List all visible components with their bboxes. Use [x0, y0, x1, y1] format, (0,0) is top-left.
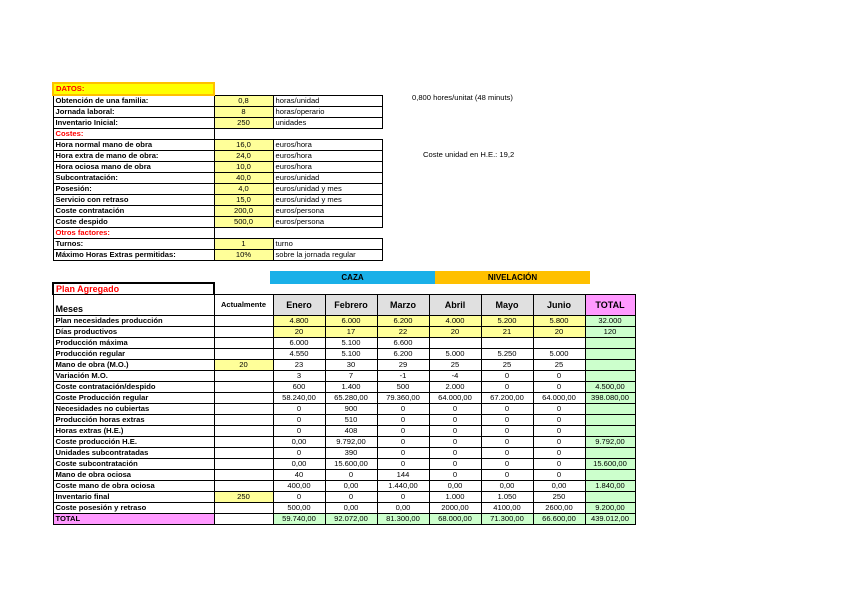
plan-cell[interactable]: 408	[325, 426, 377, 437]
datos-row	[53, 95, 382, 107]
plan-cell[interactable]: 0	[481, 371, 533, 382]
plan-row-label[interactable]: Mano de obra (M.O.)	[53, 360, 214, 371]
plan-cell[interactable]	[214, 404, 273, 415]
plan-cell[interactable]: 1.840,00	[585, 481, 635, 492]
column-header-total[interactable]: TOTAL	[585, 295, 635, 316]
plan-row	[53, 404, 635, 415]
column-header-febrero[interactable]: Febrero	[325, 295, 377, 316]
plan-cell[interactable]: 5.200	[481, 316, 533, 327]
plan-cell[interactable]	[214, 426, 273, 437]
plan-cell[interactable]	[214, 437, 273, 448]
column-header-actualmente[interactable]: Actualmente	[214, 295, 273, 316]
param-unit[interactable]: unidades	[273, 118, 382, 129]
plan-cell[interactable]: 0	[377, 415, 429, 426]
param-value[interactable]: 24,0	[214, 151, 273, 162]
param-label[interactable]: Hora extra de mano de obra:	[53, 151, 214, 162]
param-value[interactable]: 40,0	[214, 173, 273, 184]
plan-cell[interactable]: 0	[533, 437, 585, 448]
plan-row-label[interactable]: Variación M.O.	[53, 371, 214, 382]
costes-row	[53, 173, 382, 184]
plan-cell[interactable]: 6.200	[377, 316, 429, 327]
plan-cell[interactable]	[533, 338, 585, 349]
plan-row-label[interactable]: Unidades subcontratadas	[53, 448, 214, 459]
plan-cell[interactable]: 0	[481, 404, 533, 415]
otros-header-label[interactable]: Otros factores:	[53, 228, 214, 239]
plan-cell[interactable]: 390	[325, 448, 377, 459]
param-unit[interactable]: horas/unidad	[273, 95, 382, 107]
plan-cell[interactable]	[214, 393, 273, 404]
plan-cell[interactable]: 6.600	[377, 338, 429, 349]
plan-cell[interactable]: 64.000,00	[533, 393, 585, 404]
plan-cell[interactable]: 17	[325, 327, 377, 338]
datos-row	[53, 118, 382, 129]
plan-cell[interactable]: 510	[325, 415, 377, 426]
plan-row-label[interactable]: Días productivos	[53, 327, 214, 338]
param-unit[interactable]: euros/hora	[273, 151, 382, 162]
plan-row	[53, 437, 635, 448]
param-unit[interactable]: turno	[273, 239, 382, 250]
plan-cell[interactable]: 0,00	[325, 503, 377, 514]
param-label[interactable]: Hora ociosa mano de obra	[53, 162, 214, 173]
plan-cell[interactable]: 0	[481, 426, 533, 437]
plan-cell[interactable]: 0	[377, 492, 429, 503]
plan-cell[interactable]	[214, 448, 273, 459]
plan-cell[interactable]	[214, 470, 273, 481]
plan-cell[interactable]: 0,00	[377, 503, 429, 514]
plan-cell[interactable]: 120	[585, 327, 635, 338]
plan-cell[interactable]: 6.200	[377, 349, 429, 360]
plan-cell[interactable]: 0	[429, 415, 481, 426]
plan-row	[53, 481, 635, 492]
plan-cell[interactable]	[585, 404, 635, 415]
plan-row	[53, 360, 635, 371]
plan-row-label[interactable]: Inventario final	[53, 492, 214, 503]
plan-cell[interactable]: 0,00	[325, 481, 377, 492]
plan-cell[interactable]: 2600,00	[533, 503, 585, 514]
param-value[interactable]: 10%	[214, 250, 273, 261]
plan-cell[interactable]: 22	[377, 327, 429, 338]
plan-cell[interactable]: 0	[429, 404, 481, 415]
plan-cell[interactable]: 29	[377, 360, 429, 371]
plan-cell[interactable]: 25	[533, 360, 585, 371]
plan-cell[interactable]: 0	[533, 404, 585, 415]
plan-cell[interactable]: 20	[533, 327, 585, 338]
costes-header-label[interactable]: Costes:	[53, 129, 214, 140]
plan-cell[interactable]: 65.280,00	[325, 393, 377, 404]
plan-cell[interactable]: 67.200,00	[481, 393, 533, 404]
plan-cell[interactable]: 23	[273, 360, 325, 371]
plan-cell[interactable]	[214, 316, 273, 327]
plan-cell[interactable]: 0	[533, 382, 585, 393]
plan-cell[interactable]	[585, 349, 635, 360]
param-label[interactable]: Jornada laboral:	[53, 107, 214, 118]
otros-header	[53, 228, 382, 239]
blank-cell[interactable]	[214, 228, 382, 239]
param-unit[interactable]: euros/hora	[273, 140, 382, 151]
plan-cell[interactable]: 144	[377, 470, 429, 481]
param-label[interactable]: Posesión:	[53, 184, 214, 195]
plan-cell[interactable]: 398.080,00	[585, 393, 635, 404]
plan-cell[interactable]: 2000,00	[429, 503, 481, 514]
plan-cell[interactable]: 0,00	[273, 437, 325, 448]
plan-cell[interactable]: 5.000	[429, 349, 481, 360]
plan-cell[interactable]	[585, 360, 635, 371]
param-value[interactable]: 200,0	[214, 206, 273, 217]
plan-row-label[interactable]: Producción horas extras	[53, 415, 214, 426]
plan-cell[interactable]: 0	[481, 415, 533, 426]
plan-cell[interactable]: 66.600,00	[533, 514, 585, 525]
param-value[interactable]: 15,0	[214, 195, 273, 206]
plan-cell[interactable]: 500,00	[273, 503, 325, 514]
plan-cell[interactable]	[214, 371, 273, 382]
plan-cell[interactable]: 0	[325, 470, 377, 481]
plan-cell[interactable]	[214, 503, 273, 514]
plan-cell[interactable]: 0,00	[429, 481, 481, 492]
plan-cell[interactable]	[585, 448, 635, 459]
param-unit[interactable]: sobre la jornada regular	[273, 250, 382, 261]
plan-cell[interactable]: 0	[377, 459, 429, 470]
plan-cell[interactable]: -4	[429, 371, 481, 382]
plan-cell[interactable]: 64.000,00	[429, 393, 481, 404]
plan-cell[interactable]: 0	[325, 492, 377, 503]
plan-cell[interactable]: 2.000	[429, 382, 481, 393]
plan-row	[53, 503, 635, 514]
plan-row	[53, 492, 635, 503]
plan-row	[53, 371, 635, 382]
plan-row	[53, 426, 635, 437]
plan-cell[interactable]: 5.100	[325, 349, 377, 360]
plan-row	[53, 459, 635, 470]
param-label[interactable]: Coste contratación	[53, 206, 214, 217]
plan-row	[53, 514, 635, 525]
plan-cell[interactable]: 58.240,00	[273, 393, 325, 404]
plan-cell[interactable]: 5.100	[325, 338, 377, 349]
plan-row-label[interactable]: Mano de obra ociosa	[53, 470, 214, 481]
plan-cell[interactable]: 0,00	[481, 481, 533, 492]
plan-cell[interactable]	[481, 338, 533, 349]
blank-cell[interactable]	[214, 283, 635, 295]
plan-cell[interactable]: 5.800	[533, 316, 585, 327]
plan-cell[interactable]: 0	[273, 426, 325, 437]
plan-cell[interactable]: 0	[377, 448, 429, 459]
param-value[interactable]: 0,8	[214, 95, 273, 107]
plan-cell[interactable]	[429, 338, 481, 349]
plan-cell[interactable]: 20	[273, 327, 325, 338]
plan-row-label[interactable]: Coste producción H.E.	[53, 437, 214, 448]
param-value[interactable]: 500,0	[214, 217, 273, 228]
plan-cell[interactable]: 6.000	[325, 316, 377, 327]
param-value[interactable]: 4,0	[214, 184, 273, 195]
plan-cell[interactable]: 0	[429, 426, 481, 437]
param-unit[interactable]: euros/hora	[273, 162, 382, 173]
costes-row	[53, 206, 382, 217]
column-header-marzo[interactable]: Marzo	[377, 295, 429, 316]
plan-cell[interactable]: 25	[429, 360, 481, 371]
plan-cell[interactable]: 71.300,00	[481, 514, 533, 525]
plan-row-label[interactable]: Horas extras (H.E.)	[53, 426, 214, 437]
plan-cell[interactable]	[214, 514, 273, 525]
plan-cell[interactable]	[214, 459, 273, 470]
plan-cell[interactable]: 1.000	[429, 492, 481, 503]
plan-cell[interactable]: 0	[533, 371, 585, 382]
column-header-enero[interactable]: Enero	[273, 295, 325, 316]
plan-cell[interactable]: 3	[273, 371, 325, 382]
plan-cell[interactable]: 400,00	[273, 481, 325, 492]
param-value[interactable]: 10,0	[214, 162, 273, 173]
plan-cell[interactable]: 5.000	[533, 349, 585, 360]
column-header-mayo[interactable]: Mayo	[481, 295, 533, 316]
costes-header	[53, 129, 382, 140]
param-label[interactable]: Turnos:	[53, 239, 214, 250]
plan-cell[interactable]	[585, 415, 635, 426]
param-unit[interactable]: euros/unidad	[273, 173, 382, 184]
plan-cell[interactable]: 500	[377, 382, 429, 393]
plan-cell[interactable]: 30	[325, 360, 377, 371]
plan-row-label[interactable]: Coste Producción regular	[53, 393, 214, 404]
plan-cell[interactable]: 4100,00	[481, 503, 533, 514]
plan-row-label[interactable]: Coste mano de obra ociosa	[53, 481, 214, 492]
datos-header	[53, 83, 382, 95]
plan-cell[interactable]	[214, 481, 273, 492]
otros-row	[53, 239, 382, 250]
plan-cell[interactable]	[214, 327, 273, 338]
column-header-junio[interactable]: Junio	[533, 295, 585, 316]
plan-cell[interactable]: 0	[481, 437, 533, 448]
plan-cell[interactable]: 7	[325, 371, 377, 382]
plan-row-label[interactable]: Coste posesión y retraso	[53, 503, 214, 514]
param-unit[interactable]: euros/unidad y mes	[273, 195, 382, 206]
plan-agregado-table	[52, 282, 636, 525]
plan-cell[interactable]: 0	[377, 404, 429, 415]
plan-cell[interactable]: 59.740,00	[273, 514, 325, 525]
plan-cell[interactable]: 0,00	[273, 459, 325, 470]
plan-cell[interactable]: 0	[429, 470, 481, 481]
meses-header[interactable]: Meses	[53, 295, 214, 316]
otros-row	[53, 250, 382, 261]
plan-cell[interactable]: 0	[273, 404, 325, 415]
caza-band: CAZA	[270, 271, 435, 284]
plan-row-label[interactable]: Producción máxima	[53, 338, 214, 349]
plan-cell[interactable]: 0	[429, 448, 481, 459]
plan-cell[interactable]	[214, 349, 273, 360]
plan-cell[interactable]: 0	[481, 459, 533, 470]
plan-cell[interactable]	[214, 415, 273, 426]
param-label[interactable]: Hora normal mano de obra	[53, 140, 214, 151]
plan-row-label[interactable]: Coste subcontratación	[53, 459, 214, 470]
cost-note: Coste unidad en H.E.: 19,2	[423, 150, 515, 159]
param-label[interactable]: Subcontratación:	[53, 173, 214, 184]
plan-cell[interactable]: 0	[377, 426, 429, 437]
plan-cell[interactable]: 439.012,00	[585, 514, 635, 525]
plan-cell[interactable]: 0	[533, 415, 585, 426]
plan-row	[53, 349, 635, 360]
plan-cell[interactable]: 0	[273, 448, 325, 459]
column-header-abril[interactable]: Abril	[429, 295, 481, 316]
plan-cell[interactable]: 250	[214, 492, 273, 503]
plan-row	[53, 393, 635, 404]
param-label[interactable]: Inventario Inicial:	[53, 118, 214, 129]
param-label[interactable]: Coste despido	[53, 217, 214, 228]
plan-row	[53, 470, 635, 481]
plan-cell[interactable]: 6.000	[273, 338, 325, 349]
plan-cell[interactable]: 600	[273, 382, 325, 393]
plan-cell[interactable]: 0	[533, 426, 585, 437]
plan-cell[interactable]	[585, 338, 635, 349]
plan-cell[interactable]: 20	[214, 360, 273, 371]
plan-cell[interactable]: 21	[481, 327, 533, 338]
param-value[interactable]: 8	[214, 107, 273, 118]
plan-row-label[interactable]: Coste contratación/despido	[53, 382, 214, 393]
plan-row	[53, 316, 635, 327]
plan-cell[interactable]: 92.072,00	[325, 514, 377, 525]
plan-cell[interactable]: 0	[273, 492, 325, 503]
plan-cell[interactable]: -1	[377, 371, 429, 382]
plan-cell[interactable]: 250	[533, 492, 585, 503]
plan-cell[interactable]: 25	[481, 360, 533, 371]
param-unit[interactable]: euros/unidad y mes	[273, 184, 382, 195]
plan-cell[interactable]: 81.300,00	[377, 514, 429, 525]
costes-row	[53, 184, 382, 195]
plan-cell[interactable]: 9.792,00	[585, 437, 635, 448]
plan-title[interactable]: Plan Agregado	[53, 283, 214, 295]
plan-header-row	[53, 295, 635, 316]
plan-cell[interactable]: 0,00	[533, 481, 585, 492]
plan-cell[interactable]: 0	[533, 448, 585, 459]
datos-header-label[interactable]: DATOS:	[53, 83, 214, 95]
plan-cell[interactable]: 4.550	[273, 349, 325, 360]
plan-cell[interactable]: 0	[481, 470, 533, 481]
plan-cell[interactable]: 0	[273, 415, 325, 426]
plan-row	[53, 448, 635, 459]
plan-title-row	[53, 283, 635, 295]
param-label[interactable]: Servicio con retraso	[53, 195, 214, 206]
plan-row	[53, 327, 635, 338]
plan-cell[interactable]: 0	[429, 437, 481, 448]
costes-row	[53, 195, 382, 206]
blank-cell[interactable]	[214, 83, 382, 95]
param-label[interactable]: Máximo Horas Extras permitidas:	[53, 250, 214, 261]
plan-cell[interactable]: 1.050	[481, 492, 533, 503]
plan-cell[interactable]: 0	[533, 470, 585, 481]
plan-row-label[interactable]: Necesidades no cubiertas	[53, 404, 214, 415]
plan-cell[interactable]: 0	[533, 459, 585, 470]
plan-cell[interactable]: 4.000	[429, 316, 481, 327]
plan-cell[interactable]: 1.440,00	[377, 481, 429, 492]
plan-cell[interactable]: 4.800	[273, 316, 325, 327]
plan-row	[53, 415, 635, 426]
plan-cell[interactable]: 900	[325, 404, 377, 415]
plan-cell[interactable]: 15.600,00	[585, 459, 635, 470]
plan-cell[interactable]: 79.360,00	[377, 393, 429, 404]
costes-row	[53, 140, 382, 151]
hours-note: 0,800 hores/unitat (48 minuts)	[412, 93, 513, 102]
datos-row	[53, 107, 382, 118]
plan-cell[interactable]: 15.600,00	[325, 459, 377, 470]
plan-row-label[interactable]: Producción regular	[53, 349, 214, 360]
plan-cell[interactable]	[214, 382, 273, 393]
plan-cell[interactable]	[585, 470, 635, 481]
blank-cell[interactable]	[214, 129, 382, 140]
plan-row	[53, 382, 635, 393]
plan-cell[interactable]	[585, 492, 635, 503]
param-value[interactable]: 1	[214, 239, 273, 250]
plan-cell[interactable]: 9.200,00	[585, 503, 635, 514]
plan-cell[interactable]: 0	[377, 437, 429, 448]
plan-cell[interactable]: 20	[429, 327, 481, 338]
plan-cell[interactable]	[585, 426, 635, 437]
plan-cell[interactable]: 4.500,00	[585, 382, 635, 393]
param-unit[interactable]: horas/operario	[273, 107, 382, 118]
costes-row	[53, 217, 382, 228]
plan-row-label[interactable]: Plan necesidades producción	[53, 316, 214, 327]
param-value[interactable]: 16,0	[214, 140, 273, 151]
plan-cell[interactable]	[585, 371, 635, 382]
param-label[interactable]: Obtención de una familia:	[53, 95, 214, 107]
plan-row-label[interactable]: TOTAL	[53, 514, 214, 525]
plan-cell[interactable]: 5.250	[481, 349, 533, 360]
plan-cell[interactable]: 68.000,00	[429, 514, 481, 525]
param-value[interactable]: 250	[214, 118, 273, 129]
param-unit[interactable]: euros/persona	[273, 217, 382, 228]
plan-cell[interactable]: 32.000	[585, 316, 635, 327]
plan-cell[interactable]: 0	[481, 382, 533, 393]
datos-table	[52, 82, 383, 261]
plan-cell[interactable]: 9.792,00	[325, 437, 377, 448]
plan-cell[interactable]: 40	[273, 470, 325, 481]
costes-row	[53, 151, 382, 162]
plan-row	[53, 338, 635, 349]
plan-cell[interactable]	[214, 338, 273, 349]
plan-cell[interactable]: 1.400	[325, 382, 377, 393]
costes-row	[53, 162, 382, 173]
param-unit[interactable]: euros/persona	[273, 206, 382, 217]
plan-cell[interactable]: 0	[481, 448, 533, 459]
nivelacion-band: NIVELACIÓN	[435, 271, 590, 284]
plan-cell[interactable]: 0	[429, 459, 481, 470]
